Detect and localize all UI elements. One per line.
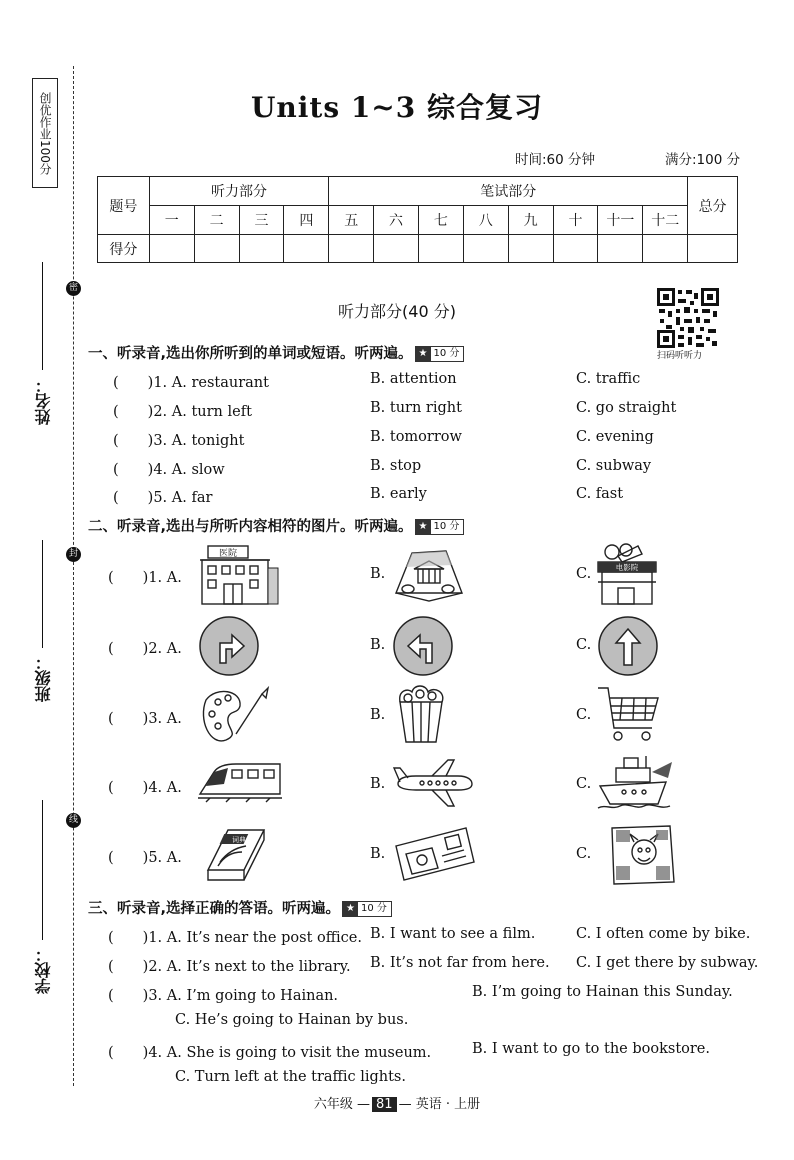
score-badge-text: 10 分 bbox=[361, 903, 387, 914]
col-2: 二 bbox=[194, 206, 239, 235]
museum-map-picture[interactable] bbox=[392, 545, 466, 603]
palette-brush-picture[interactable] bbox=[196, 684, 272, 744]
score-cell[interactable] bbox=[508, 235, 553, 263]
s1-q1-option-b[interactable]: B. attention bbox=[370, 371, 457, 387]
s2-q4-label-c[interactable]: C. bbox=[576, 776, 592, 792]
dictionary-sign: 词典 bbox=[232, 836, 246, 844]
score-badge bbox=[342, 901, 392, 917]
class-line[interactable] bbox=[42, 540, 43, 648]
time-info: 时间:60 分钟 bbox=[515, 152, 596, 168]
class-field[interactable] bbox=[30, 540, 56, 710]
s1-q5-option-a[interactable]: ( )5. A. far bbox=[113, 490, 213, 506]
star-icon: ★ bbox=[343, 902, 358, 916]
total-score-cell[interactable] bbox=[688, 235, 738, 263]
s2-q3-label-b[interactable]: B. bbox=[370, 707, 386, 723]
dictionary-picture[interactable] bbox=[198, 826, 268, 884]
question-number-header: 题号 bbox=[98, 177, 150, 235]
score-badge-text: 10 分 bbox=[433, 348, 460, 359]
school-label: 学校： bbox=[34, 946, 53, 994]
s3-q2-option-b[interactable]: B. It’s not far from here. bbox=[370, 955, 550, 971]
total-header: 总分 bbox=[688, 177, 738, 235]
s1-q4-option-c[interactable]: C. subway bbox=[576, 458, 652, 474]
footer-grade: 六年级 — bbox=[313, 1097, 371, 1112]
class-label: 班级： bbox=[34, 654, 53, 702]
score-badge bbox=[415, 346, 465, 362]
name-field[interactable] bbox=[30, 262, 56, 432]
s2-q2-label-b[interactable]: B. bbox=[370, 637, 386, 653]
s3-q2-option-c[interactable]: C. I get there by subway. bbox=[576, 955, 759, 971]
fold-mark-xian: 线 bbox=[66, 813, 81, 828]
s1-q2-option-a[interactable]: ( )2. A. turn left bbox=[113, 404, 252, 420]
score-cell[interactable] bbox=[418, 235, 463, 263]
go-straight-sign-icon[interactable] bbox=[597, 615, 659, 677]
col-4: 四 bbox=[284, 206, 329, 235]
s2-q2-label-a[interactable]: ( )2. A. bbox=[108, 641, 182, 657]
score-cell[interactable] bbox=[284, 235, 329, 263]
listening-title: 听力部分(40 分) bbox=[338, 302, 456, 321]
s3-q4-option-a[interactable]: ( )4. A. She is going to visit the museum. bbox=[108, 1045, 432, 1061]
turn-right-sign-icon[interactable] bbox=[198, 615, 260, 677]
cinema-picture[interactable] bbox=[596, 542, 658, 606]
s2-q1-label-c[interactable]: C. bbox=[576, 566, 592, 582]
s3-q3-option-c[interactable]: C. He’s going to Hainan by bus. bbox=[175, 1012, 409, 1028]
star-icon: ★ bbox=[416, 347, 431, 361]
school-line[interactable] bbox=[42, 800, 43, 940]
name-label: 姓名： bbox=[34, 377, 53, 425]
section2-heading bbox=[88, 515, 464, 536]
s1-q3-option-b[interactable]: B. tomorrow bbox=[370, 429, 462, 445]
fold-mark-mi: 密 bbox=[66, 281, 81, 296]
brand-box: 创优作业100分 bbox=[32, 78, 58, 188]
s2-q3-label-c[interactable]: C. bbox=[576, 707, 592, 723]
s1-q3-option-a[interactable]: ( )3. A. tonight bbox=[113, 433, 245, 449]
writing-group-header: 笔试部分 bbox=[329, 177, 688, 206]
cinema-sign: 电影院 bbox=[615, 563, 639, 572]
qr-code-icon[interactable] bbox=[656, 287, 720, 349]
score-badge-text: 10 分 bbox=[433, 521, 460, 532]
score-cell[interactable] bbox=[643, 235, 688, 263]
col-9: 九 bbox=[508, 206, 553, 235]
listening-group-header: 听力部分 bbox=[149, 177, 328, 206]
full-score-info: 满分:100 分 bbox=[665, 152, 741, 168]
shopping-cart-picture[interactable] bbox=[596, 684, 662, 746]
school-field[interactable] bbox=[30, 800, 56, 1000]
score-row-label: 得分 bbox=[98, 235, 150, 263]
s2-q5-label-c[interactable]: C. bbox=[576, 846, 592, 862]
s3-q1-option-a[interactable]: ( )1. A. It’s near the post office. bbox=[108, 930, 362, 946]
score-cell[interactable] bbox=[239, 235, 284, 263]
s2-q4-label-a[interactable]: ( )4. A. bbox=[108, 780, 182, 796]
s1-q3-option-c[interactable]: C. evening bbox=[576, 429, 654, 445]
col-3: 三 bbox=[239, 206, 284, 235]
s3-q4-option-c[interactable]: C. Turn left at the traffic lights. bbox=[175, 1069, 406, 1085]
s2-q1-label-a[interactable]: ( )1. A. bbox=[108, 570, 182, 586]
section3-heading bbox=[88, 897, 392, 918]
s2-q2-label-c[interactable]: C. bbox=[576, 637, 592, 653]
page-number: 81 bbox=[372, 1097, 397, 1112]
s1-q1-option-a[interactable]: ( )1. A. restaurant bbox=[113, 375, 269, 391]
col-7: 七 bbox=[418, 206, 463, 235]
hospital-sign: 医院 bbox=[218, 549, 238, 559]
col-12: 十二 bbox=[643, 206, 688, 235]
fold-line bbox=[73, 66, 74, 1086]
train-picture[interactable] bbox=[196, 758, 284, 804]
score-cell[interactable] bbox=[598, 235, 643, 263]
score-cell[interactable] bbox=[374, 235, 419, 263]
col-1: 一 bbox=[149, 206, 194, 235]
s2-q4-label-b[interactable]: B. bbox=[370, 776, 386, 792]
s2-q5-label-a[interactable]: ( )5. A. bbox=[108, 850, 182, 866]
score-cell[interactable] bbox=[463, 235, 508, 263]
page-footer bbox=[0, 1093, 794, 1112]
col-10: 十 bbox=[553, 206, 598, 235]
star-icon: ★ bbox=[416, 520, 431, 534]
score-cell[interactable] bbox=[194, 235, 239, 263]
s1-q2-option-c[interactable]: C. go straight bbox=[576, 400, 677, 416]
col-8: 八 bbox=[463, 206, 508, 235]
fold-mark-feng: 封 bbox=[66, 547, 81, 562]
s1-q1-option-c[interactable]: C. traffic bbox=[576, 371, 641, 387]
score-table bbox=[97, 176, 738, 263]
turn-left-sign-icon[interactable] bbox=[392, 615, 454, 677]
popcorn-picture[interactable] bbox=[394, 684, 450, 746]
col-11: 十一 bbox=[598, 206, 643, 235]
score-badge bbox=[415, 519, 465, 535]
ship-picture[interactable] bbox=[596, 754, 676, 810]
score-cell[interactable] bbox=[149, 235, 194, 263]
s3-q4-option-b[interactable]: B. I want to go to the bookstore. bbox=[472, 1041, 710, 1057]
plane-picture[interactable] bbox=[392, 756, 476, 810]
hospital-picture[interactable] bbox=[198, 542, 280, 606]
s2-q1-label-b[interactable]: B. bbox=[370, 566, 386, 582]
s1-q5-option-b[interactable]: B. early bbox=[370, 486, 427, 502]
s2-q5-label-b[interactable]: B. bbox=[370, 846, 386, 862]
s1-q4-option-a[interactable]: ( )4. A. slow bbox=[113, 462, 225, 478]
comic-book-picture[interactable] bbox=[608, 822, 676, 886]
s3-q2-option-a[interactable]: ( )2. A. It’s next to the library. bbox=[108, 959, 351, 975]
footer-subject: — 英语 · 上册 bbox=[398, 1097, 481, 1112]
qr-caption: 扫码听听力 bbox=[657, 351, 703, 361]
s3-q1-option-c[interactable]: C. I often come by bike. bbox=[576, 926, 751, 942]
page-title: Units 1~3 综合复习 bbox=[250, 91, 544, 124]
s1-q2-option-b[interactable]: B. turn right bbox=[370, 400, 462, 416]
s3-q1-option-b[interactable]: B. I want to see a film. bbox=[370, 926, 536, 942]
s1-q5-option-c[interactable]: C. fast bbox=[576, 486, 624, 502]
section1-heading bbox=[88, 342, 464, 363]
s2-q3-label-a[interactable]: ( )3. A. bbox=[108, 711, 182, 727]
postcard-picture[interactable] bbox=[392, 822, 476, 884]
col-6: 六 bbox=[374, 206, 419, 235]
section3-heading-text: 三、听录音,选择正确的答语。听两遍。 bbox=[88, 901, 341, 917]
s3-q3-option-b[interactable]: B. I’m going to Hainan this Sunday. bbox=[472, 984, 733, 1000]
section2-heading-text: 二、听录音,选出与所听内容相符的图片。听两遍。 bbox=[88, 519, 413, 535]
score-cell[interactable] bbox=[553, 235, 598, 263]
s1-q4-option-b[interactable]: B. stop bbox=[370, 458, 422, 474]
score-cell[interactable] bbox=[329, 235, 374, 263]
section1-heading-text: 一、听录音,选出你所听到的单词或短语。听两遍。 bbox=[88, 346, 413, 362]
s3-q3-option-a[interactable]: ( )3. A. I’m going to Hainan. bbox=[108, 988, 339, 1004]
col-5: 五 bbox=[329, 206, 374, 235]
